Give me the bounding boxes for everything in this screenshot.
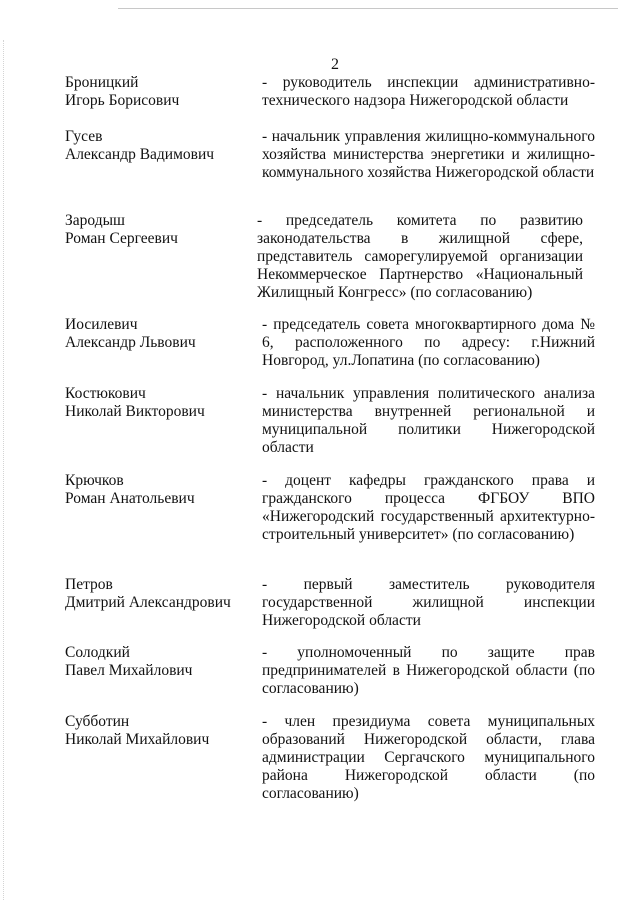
member-role: - начальник управления жилищно-коммунального хозяйства министерства энергетики и жилищно-коммунального хозяйства Нижегородской области [262, 128, 595, 181]
member-given-names: Александр Вадимович [65, 146, 215, 163]
page-number: 2 [331, 56, 339, 73]
member-name [65, 212, 245, 248]
member-name [65, 472, 245, 508]
member-role: - доцент кафедры гражданского права и гражданского процесса ФГБОУ ВПО «Нижегородский государственный архитектурно-строительный университет» (по согласованию) [262, 472, 595, 543]
scan-left-edge [3, 40, 4, 900]
member-role: - первый заместитель руководителя государственной жилищной инспекции Нижегородской области [262, 576, 595, 629]
member-role: - руководитель инспекции административно-технического надзора Нижегородской области [262, 74, 595, 109]
member-given-names: Николай Викторович [65, 403, 205, 420]
scan-top-edge [118, 8, 618, 9]
member-surname: Гусев [65, 128, 103, 145]
member-given-names: Павел Михайлович [65, 662, 193, 679]
member-surname: Петров [65, 576, 113, 593]
member-name [65, 385, 245, 421]
member-name [65, 74, 245, 110]
member-surname: Костюкович [65, 385, 146, 402]
member-surname: Субботин [65, 713, 130, 730]
member-given-names: Роман Анатольевич [65, 490, 195, 507]
member-given-names: Александр Львович [65, 334, 196, 351]
member-name [65, 128, 245, 164]
member-surname: Броницкий [65, 74, 139, 91]
member-role: - председатель комитета по развитию законодательства в жилищной сфере, представитель саморегулируемой организации Некоммерческое Партнерство «Национальный Жилищный Конгресс» (по согласованию) [257, 212, 583, 301]
member-surname: Зародыш [65, 212, 125, 229]
member-name [65, 644, 245, 680]
member-surname: Солодкий [65, 644, 130, 661]
member-role: - уполномоченный по защите прав предпринимателей в Нижегородской области (по согласованию) [262, 644, 595, 697]
member-role: - член президиума совета муниципальных образований Нижегородской области, глава администрации Сергачского муниципального района Нижегородской области (по согласованию) [262, 713, 595, 802]
member-surname: Крючков [65, 472, 124, 489]
member-name [65, 316, 245, 352]
member-given-names: Игорь Борисович [65, 92, 180, 109]
member-role: - председатель совета многоквартирного дома № 6, расположенного по адресу: г.Нижний Новгород, ул.Лопатина (по согласованию) [262, 316, 595, 369]
member-given-names: Николай Михайлович [65, 731, 210, 748]
member-surname: Иосилевич [65, 316, 138, 333]
member-name [65, 576, 245, 612]
member-name [65, 713, 245, 749]
member-role: - начальник управления политического анализа министерства внутренней региональной и муниципальной политики Нижегородской области [262, 385, 595, 456]
member-given-names: Роман Сергеевич [65, 230, 178, 247]
member-given-names: Дмитрий Александрович [65, 594, 231, 611]
